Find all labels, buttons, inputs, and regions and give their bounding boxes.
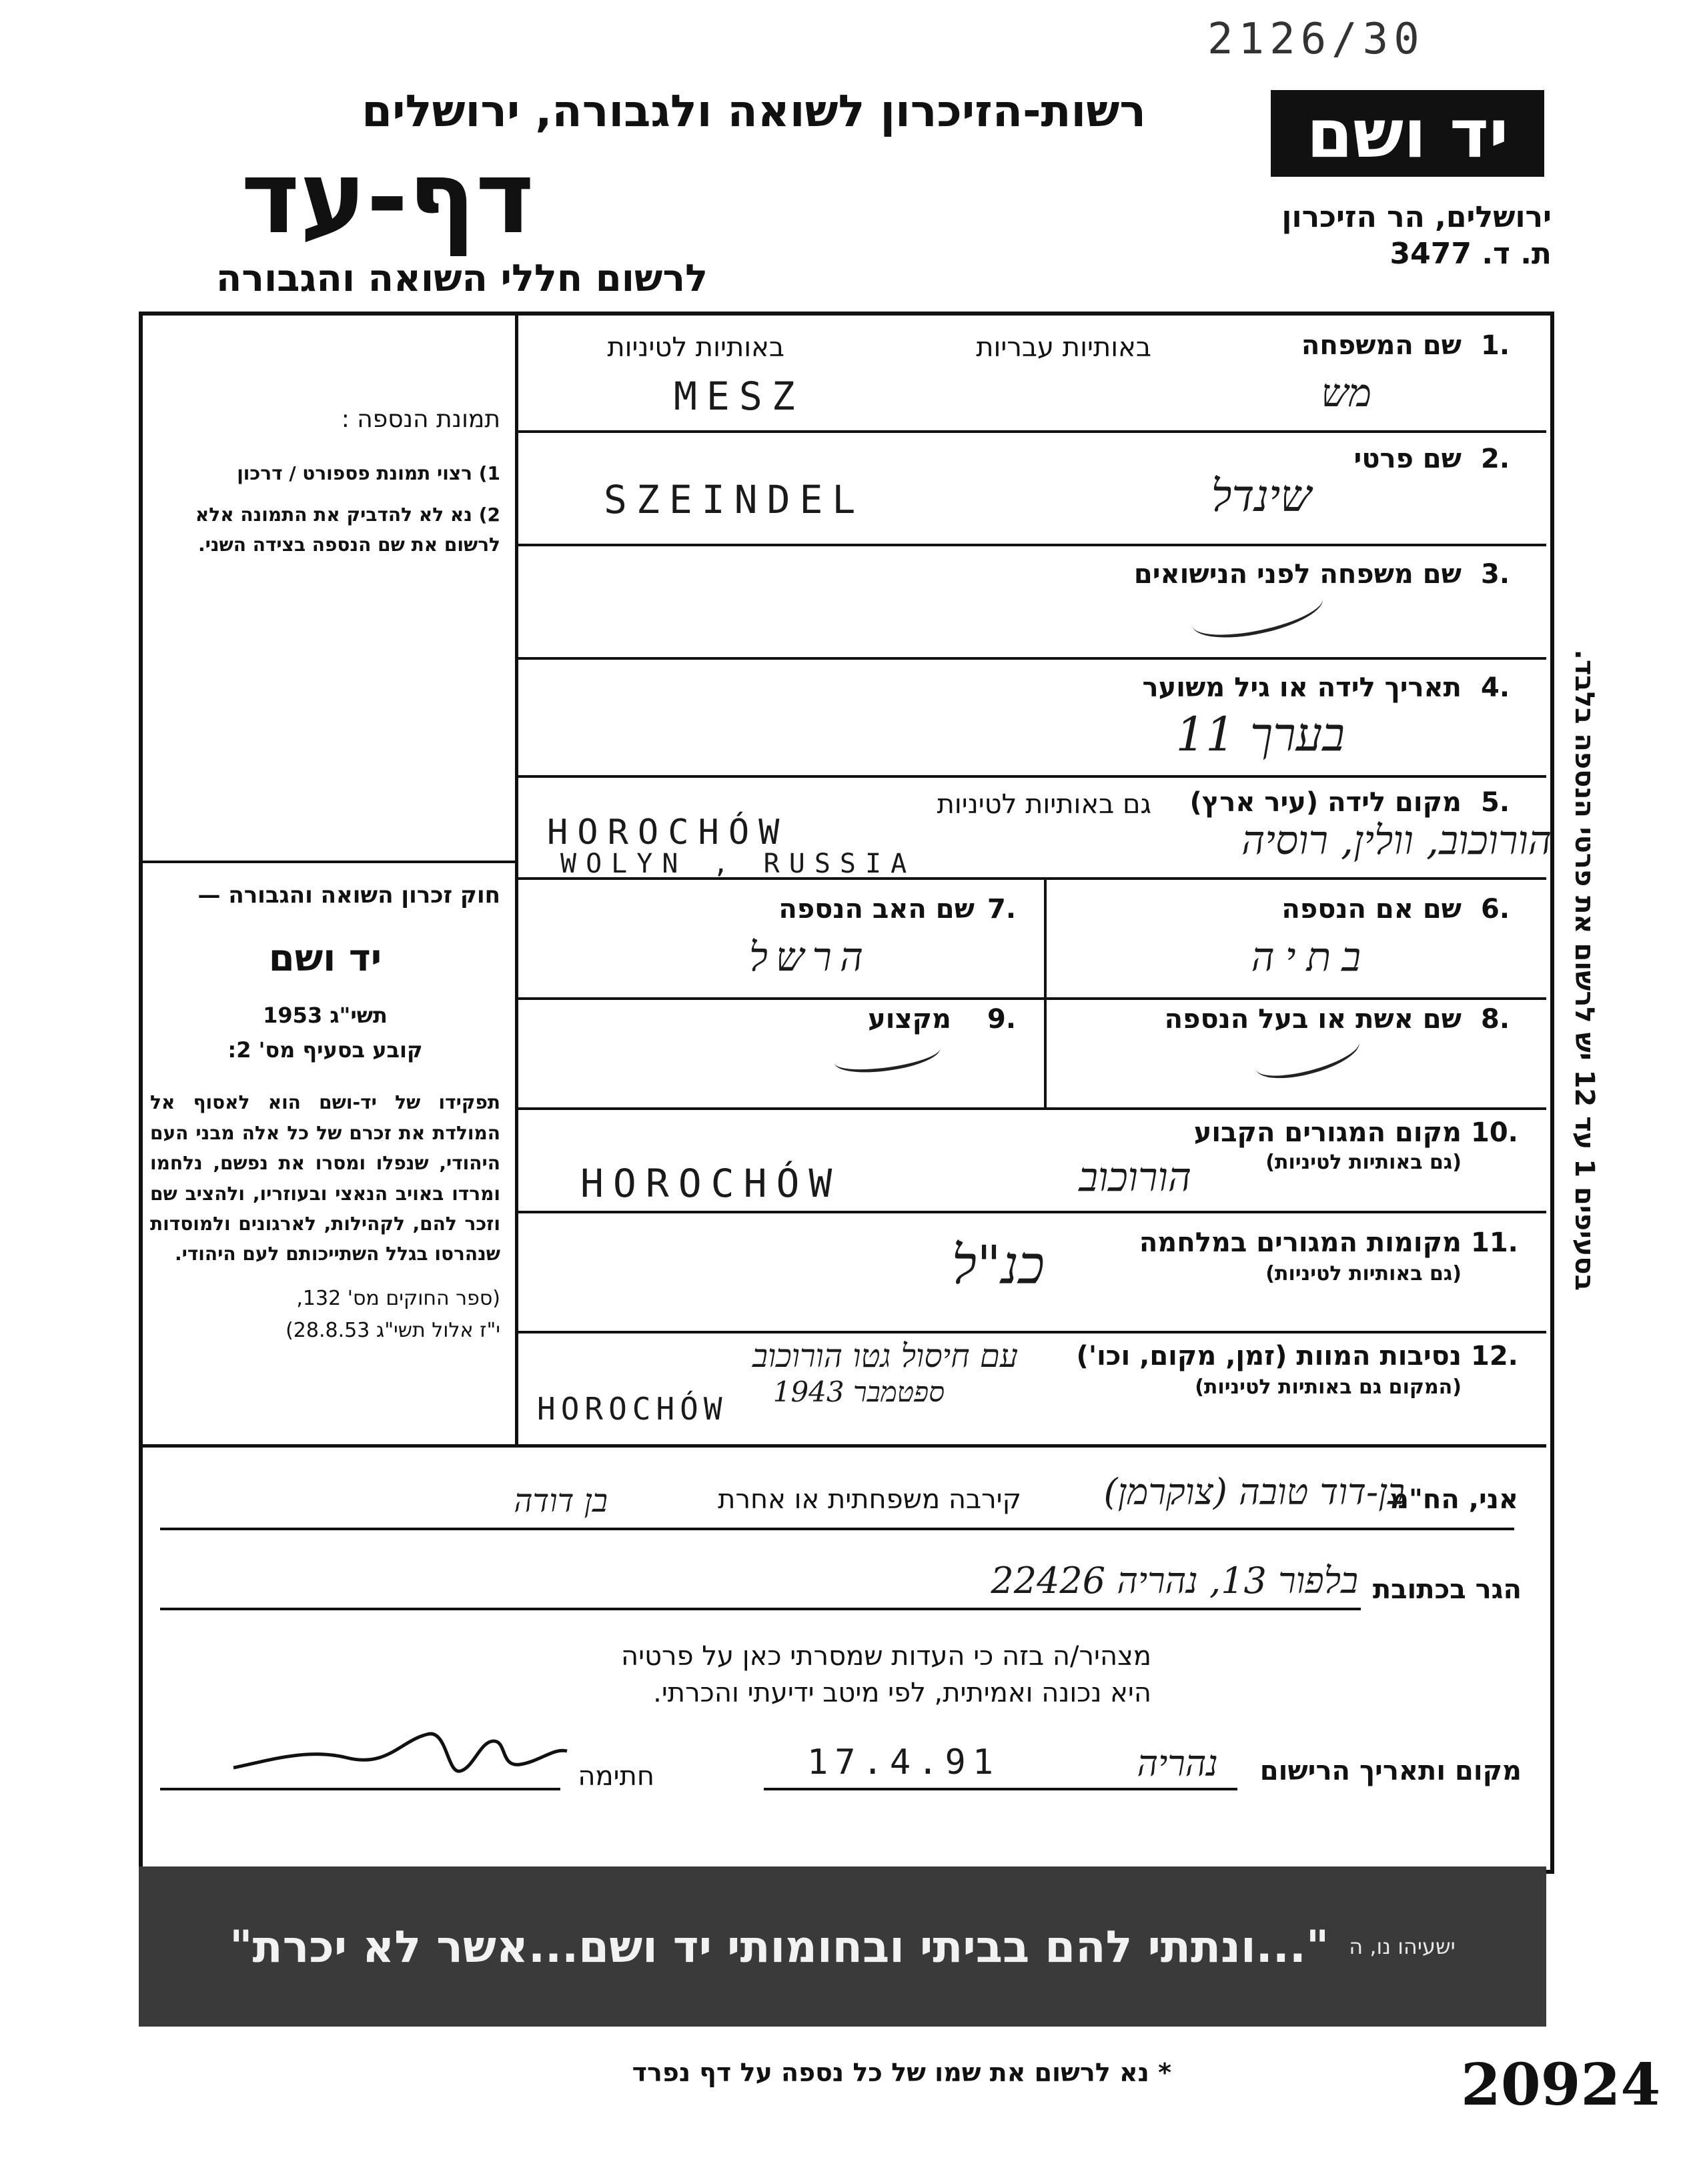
declaration-statement-2: היא נכונה ואמיתית, לפי מיטב ידיעתי והכרתי. [653,1678,1151,1708]
field-5-number: 5. [1481,787,1510,818]
field-10-sub: (גם באותיות לטיניות) [1265,1151,1462,1174]
side-note: בסעיפים 1 עד 12 יש לרשום את פרטי הנספה בלבד. [1569,649,1600,1291]
law-box-title: חוק זכרון השואה והגבורה — [197,882,500,909]
field-8-label: שם אשת או בעל הנספה [1164,1004,1462,1035]
field-5-value-hebrew: הורוכוב, וולין, רוסיה [1241,817,1552,864]
law-box-body: תפקידו של יד-ושם הוא לאסוף אל המולדת את זכרם של כל אלה מבני העם היהודי, שנפלו ומסרו את נפשם, נלחמו ומרדו באויב הנאצי ובעוזריו, ולהציב שם וזכר להם, לקהילות, לארגונים ולמוסדות שנהרסו בגלל השתייכותם לעם היהודי. [150,1091,500,1265]
field-11-value-hebrew: כנ"ל [951,1234,1045,1296]
field-10-value-hebrew: הורוכוב [1079,1154,1191,1201]
photo-box [150,400,500,560]
field-12-value-latin: HOROCHÓW [537,1391,728,1427]
field-12-number: 12. [1471,1341,1518,1372]
field-10-number: 10. [1471,1117,1518,1148]
field-7-label: שם האב הנספה [778,894,975,925]
field-1-lat-header: באותיות לטיניות [607,332,784,363]
field-6-number: 6. [1481,894,1510,925]
field-4-value-hebrew: בערך 11 [1175,707,1345,762]
field-2-label: שם פרטי [1353,444,1462,474]
photo-box-item2: 2) נא לא להדביק את התמונה אלא לרשום את שם הנספה בצידה השני. [195,504,500,556]
stamp-number-top: 2126/30 [1207,15,1425,64]
declaration-place-label: מקום ותאריך הרישום [1259,1756,1522,1786]
field-7-value-hebrew: הרשל [748,934,871,981]
address-line1: ירושלים, הר הזיכרון [1281,200,1552,234]
bottom-banner [139,1866,1546,2027]
field-5-value-latin-1: HOROCHÓW [547,812,789,853]
field-11-sub: (גם באותיות לטיניות) [1265,1262,1462,1285]
field-4-number: 4. [1481,672,1510,703]
signature-mark [227,1714,574,1794]
declaration-i-label: אני, הח"מ [1389,1484,1518,1515]
declaration-address-label: הגר בכתובת [1372,1574,1522,1605]
declaration-signature-label: חתימה [578,1761,654,1792]
field-1-label: שם המשפחה [1301,330,1462,361]
field-5-label: מקום לידה (עיר ארץ) [1189,787,1462,818]
declaration-address-value: בלפור 13, נהריה 22426 [991,1560,1358,1602]
declaration-place-value: נהריה [1137,1742,1218,1784]
logo-text: יד ושם [1306,94,1509,173]
declaration-line-4 [160,1788,560,1790]
declaration-relation-value: בן דודה [514,1482,608,1520]
photo-box-item1: 1) רצוי תמונת פספורט / דרכון [237,462,500,484]
law-box-name: יד ושם [268,937,382,981]
institution-title: רשות-הזיכרון לשואה ולגבורה, ירושלים [362,85,1146,137]
field-6-label: שם אם הנספה [1281,894,1462,925]
field-1-number: 1. [1481,330,1510,361]
address-line2: ת. ד. 3477 [1389,237,1552,271]
field-10-label: מקום המגורים הקבוע [1193,1117,1462,1148]
footer-note: * נא לרשום את שמו של כל נספה על דף נפרד [632,2058,1171,2087]
form-subtitle: לרשום חללי השואה והגבורה [215,257,708,300]
field-1-value-latin: MESZ [674,374,804,419]
field-11-label: מקומות המגורים במלחמה [1139,1227,1462,1258]
declaration-i-value: בן-דוד טובה (צוקרמן) [1103,1471,1405,1513]
field-10-value-latin: HOROCHÓW [580,1161,842,1206]
field-12-value-date: ספטמבר 1943 [772,1376,945,1408]
field-3-label: שם משפחה לפני הנישואים [1133,559,1462,590]
law-box-section: קובע בסעיף מס' 2: [227,1037,423,1063]
field-5-value-latin-2: WOLYN , RUSSIA [560,849,917,879]
declaration-date-value: 17.4.91 [807,1742,1001,1782]
field-2-value-hebrew: שינדל [1211,470,1311,522]
field-2-value-latin: SZEINDEL [604,477,865,522]
stamp-number-bottom: 20924 [1461,2051,1661,2119]
field-1-value-hebrew: מש [1321,370,1371,416]
field-4-label: תאריך לידה או גיל משוער [1142,672,1462,703]
declaration-statement-1: מצהיר/ה בזה כי העדות שמסרתי כאן על פרטיה [621,1641,1151,1672]
law-box-year: תשי"ג 1953 [263,1002,388,1028]
field-7-number: 7. [987,894,1017,925]
field-11-number: 11. [1471,1227,1518,1258]
law-box [150,877,500,1347]
field-12-sub: (המקום גם באותיות לטיניות) [1195,1376,1462,1399]
declaration-line-3 [764,1788,1237,1790]
declaration-relation-label: קירבה משפחתית או אחרת [718,1484,1021,1515]
field-3-number: 3. [1481,559,1510,590]
field-9-label: מקצוע [868,1004,951,1035]
declaration-line-2 [160,1608,1361,1610]
law-box-source: (ספר החוקים מס' 132, [296,1286,500,1310]
field-12-value-hebrew: עם חיסול גטו הורוכוב [752,1337,1018,1375]
declaration-line-1 [160,1528,1514,1530]
field-9-number: 9. [987,1004,1017,1035]
field-8-number: 8. [1481,1004,1510,1035]
form-title: דף-עד [241,140,534,256]
yad-vashem-logo [1271,90,1544,177]
field-1-heb-header: באותיות עבריות [976,332,1151,363]
photo-box-title: תמונת הנספה : [341,406,500,433]
field-2-number: 2. [1481,444,1510,474]
banner-quote: "...ונתתי להם בביתי ובחומותי יד ושם...אשר לא יכרת" [229,1921,1329,1973]
field-12-label: נסיבות המוות (זמן, מקום, וכו') [1076,1341,1462,1372]
banner-citation: ישעיהו נו, ה [1349,1934,1456,1959]
field-5-lat-header: גם באותיות לטיניות [937,789,1151,820]
law-box-date: י"ז אלול תשי"ג 28.8.53) [286,1319,500,1343]
field-6-value-hebrew: בתיה [1251,934,1371,981]
